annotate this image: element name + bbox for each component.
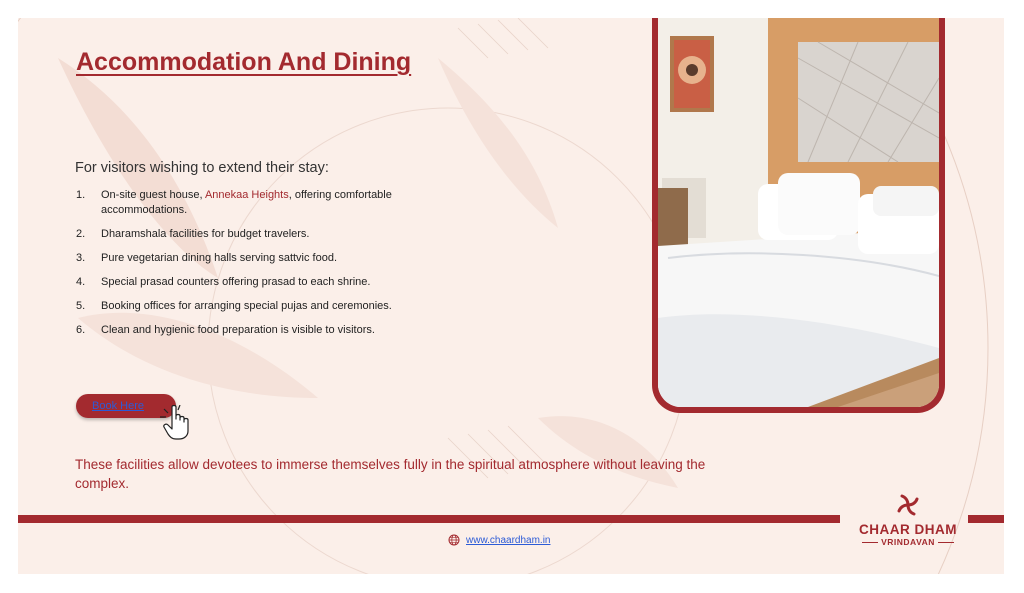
list-item [76, 251, 416, 266]
globe-icon [448, 534, 460, 546]
hotel-room-photo [658, 18, 939, 407]
annekaa-heights-highlight: Annekaa Heights [204, 189, 289, 201]
list-text: Pure vegetarian dining halls serving sattvic food. [101, 252, 338, 264]
website-link[interactable]: www.chaardham.in [466, 534, 551, 546]
list-item [76, 275, 416, 290]
list-text: Special prasad counters offering prasad to each shrine. [101, 276, 371, 288]
logo-subtitle [858, 537, 958, 547]
list-number: 5. [76, 300, 86, 312]
facilities-list [76, 188, 416, 347]
list-item [76, 323, 416, 338]
logo-sub-text: VRINDAVAN [881, 537, 935, 547]
book-here-label: Book Here [92, 400, 144, 412]
list-text-before: On-site guest house, [101, 189, 205, 201]
list-item [76, 227, 416, 242]
website-footer [448, 534, 550, 546]
intro-text: For visitors wishing to extend their stay: [75, 160, 329, 176]
list-text [101, 188, 416, 218]
logo-name: CHAAR DHAM [859, 522, 957, 537]
list-text: Clean and hygienic food preparation is visible to visitors. [101, 324, 375, 336]
list-text: Dharamshala facilities for budget travelers. [101, 228, 310, 240]
page-title: Accommodation And Dining [76, 48, 412, 76]
closing-statement: These facilities allow devotees to immerse themselves fully in the spiritual atmosphere without leaving the complex. [75, 457, 706, 491]
list-item [76, 188, 416, 218]
list-text: Booking offices for arranging special pujas and ceremonies. [101, 300, 392, 312]
footer-bar-right [968, 515, 1004, 523]
swastika-logo-icon [895, 492, 921, 518]
list-item [76, 299, 416, 314]
list-text-after: , offering comfortable accommodations. [101, 189, 392, 216]
hand-pointer-icon [158, 405, 198, 441]
list-number: 4. [76, 276, 86, 288]
chaar-dham-logo [858, 492, 958, 550]
list-number: 2. [76, 228, 86, 240]
list-number: 3. [76, 252, 86, 264]
footer-bar [18, 515, 840, 523]
list-number: 1. [76, 189, 86, 201]
list-number: 6. [76, 324, 86, 336]
slide [18, 18, 1004, 574]
